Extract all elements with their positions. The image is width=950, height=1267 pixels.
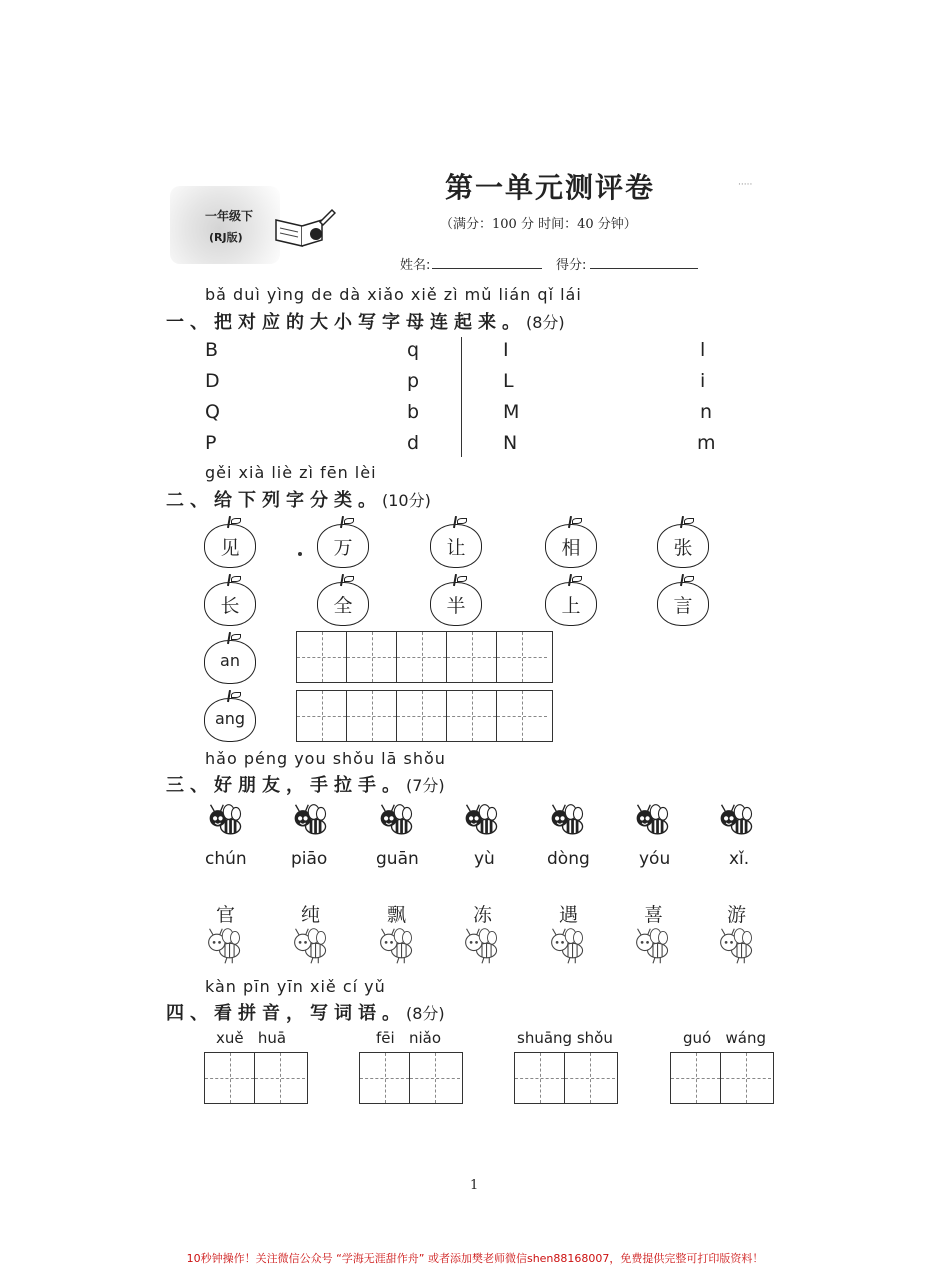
q3-char-0: 官 — [216, 904, 236, 926]
bee-icon — [291, 802, 331, 842]
q1-c1-0: B — [205, 339, 219, 361]
q2-heading-text: 二、给下列字分类。 — [166, 490, 382, 511]
name-label: 姓名: — [400, 258, 431, 273]
q1-c2-1: p — [407, 370, 420, 392]
q4-word-pinyin-3: guó wáng — [683, 1029, 766, 1047]
q3-heading-text: 三、好朋友，手拉手。 — [166, 775, 406, 796]
bee-outline-icon — [717, 926, 757, 966]
q4-pinyin: kàn pīn yīn xiě cí yǔ — [205, 977, 386, 996]
q1-score: (8分) — [526, 313, 565, 332]
q3-pinyin-1: piāo — [291, 849, 328, 869]
page-number: 1 — [470, 1178, 479, 1193]
apple-category-an — [204, 632, 256, 684]
q4-heading-text: 四、看拼音，写词语。 — [166, 1003, 406, 1024]
q4-word-pinyin-1: fēi niǎo — [376, 1029, 442, 1047]
apple-char: 万 — [333, 537, 353, 559]
q4-answer-grid[interactable] — [670, 1052, 774, 1104]
q1-c1-3: P — [205, 432, 217, 454]
bee-icon — [717, 802, 757, 842]
apple-char: 言 — [673, 595, 693, 617]
edition-label: (RJ版) — [209, 231, 243, 244]
bee-outline-icon — [462, 926, 502, 966]
q4-answer-grid[interactable] — [359, 1052, 463, 1104]
book-pen-icon — [272, 208, 336, 248]
q3-char-4: 遇 — [559, 904, 579, 926]
q1-c4-3: m — [697, 432, 716, 454]
q1-divider — [461, 337, 462, 457]
answer-grid-an[interactable] — [296, 631, 553, 683]
q2-pinyin: gěi xià liè zì fēn lèi — [205, 463, 377, 482]
bee-outline-icon — [205, 926, 245, 966]
apple-word — [657, 516, 709, 568]
bee-outline-icon — [548, 926, 588, 966]
apple-char: 全 — [333, 595, 353, 617]
promo-footer: 10秒钟操作！关注微信公众号 “学海无涯甜作舟” 或者添加樊老师微信shen88168007，免费提供完整可打印版资料！ — [186, 1252, 764, 1265]
q3-score: (7分) — [406, 776, 445, 795]
q4-score: (8分) — [406, 1004, 445, 1023]
answer-grid-ang[interactable] — [296, 690, 553, 742]
q1-c4-1: i — [700, 370, 706, 392]
bee-outline-icon — [377, 926, 417, 966]
q3-char-1: 纯 — [301, 904, 321, 926]
apple-char: 张 — [673, 537, 693, 559]
score-label: 得分: — [556, 258, 587, 273]
apple-word — [430, 516, 482, 568]
q3-pinyin-6: xǐ. — [729, 849, 750, 869]
q1-heading — [166, 308, 565, 334]
q4-answer-grid[interactable] — [204, 1052, 308, 1104]
q3-pinyin-5: yóu — [639, 849, 671, 869]
bee-outline-icon — [291, 926, 331, 966]
apple-word — [430, 574, 482, 626]
apple-word — [657, 574, 709, 626]
q3-pinyin-2: guān — [376, 849, 419, 869]
page-title: 第一单元测评卷 — [445, 171, 656, 204]
q4-word-pinyin-2: shuāng shǒu — [517, 1029, 613, 1047]
q1-heading-text: 一、把对应的大小写字母连起来。 — [166, 312, 526, 333]
score-line — [590, 268, 698, 269]
bee-icon — [377, 802, 417, 842]
q1-c2-3: d — [407, 432, 420, 454]
bee-icon — [633, 802, 673, 842]
q1-c4-0: l — [700, 339, 706, 361]
grade-badge — [170, 186, 280, 264]
apple-char: 见 — [220, 537, 240, 559]
q1-pinyin: bǎ duì yìng de dà xiǎo xiě zì mǔ lián qǐ lái — [205, 285, 582, 304]
q1-c1-2: Q — [205, 401, 220, 423]
category-an-label: an — [220, 651, 240, 670]
q3-pinyin-3: yù — [474, 849, 495, 869]
apple-char: 长 — [220, 595, 240, 617]
q3-char-5: 喜 — [644, 904, 664, 926]
q4-word-pinyin-0: xuě huā — [216, 1029, 287, 1047]
corner-mark: ····· — [738, 180, 753, 190]
q4-answer-grid[interactable] — [514, 1052, 618, 1104]
q1-c1-1: D — [205, 370, 220, 392]
apple-word — [545, 516, 597, 568]
q1-c3-1: L — [503, 370, 514, 392]
apple-word — [317, 574, 369, 626]
apple-char: 半 — [446, 595, 466, 617]
q3-char-2: 飘 — [387, 904, 407, 926]
stray-dot — [298, 552, 302, 556]
q3-char-3: 冻 — [473, 904, 493, 926]
apple-word — [204, 516, 256, 568]
q1-c3-0: I — [503, 339, 509, 361]
apple-char: 上 — [561, 595, 581, 617]
page-subtitle: （满分：100 分 时间：40 分钟） — [440, 217, 637, 232]
apple-word — [545, 574, 597, 626]
grade-label: 一年级下 — [205, 209, 254, 223]
bee-outline-icon — [633, 926, 673, 966]
q2-heading — [166, 486, 431, 512]
q1-c3-2: M — [503, 401, 520, 423]
apple-char: 相 — [561, 537, 581, 559]
q1-c3-3: N — [503, 432, 518, 454]
name-line — [432, 268, 542, 269]
bee-icon — [548, 802, 588, 842]
q1-c2-2: b — [407, 401, 420, 423]
q3-pinyin: hǎo péng you shǒu lā shǒu — [205, 749, 446, 768]
apple-char: 让 — [446, 537, 466, 559]
apple-word — [317, 516, 369, 568]
q1-c4-2: n — [700, 401, 713, 423]
q3-pinyin-0: chún — [205, 849, 247, 869]
q3-pinyin-4: dòng — [547, 849, 590, 869]
q1-c2-0: q — [407, 339, 420, 361]
q2-score: (10分) — [382, 491, 431, 510]
apple-category-ang — [204, 690, 256, 742]
q3-char-6: 游 — [727, 904, 747, 926]
bee-icon — [462, 802, 502, 842]
q3-heading — [166, 771, 445, 797]
category-ang-label: ang — [214, 709, 246, 728]
q4-heading — [166, 999, 445, 1025]
apple-word — [204, 574, 256, 626]
bee-icon — [206, 802, 246, 842]
